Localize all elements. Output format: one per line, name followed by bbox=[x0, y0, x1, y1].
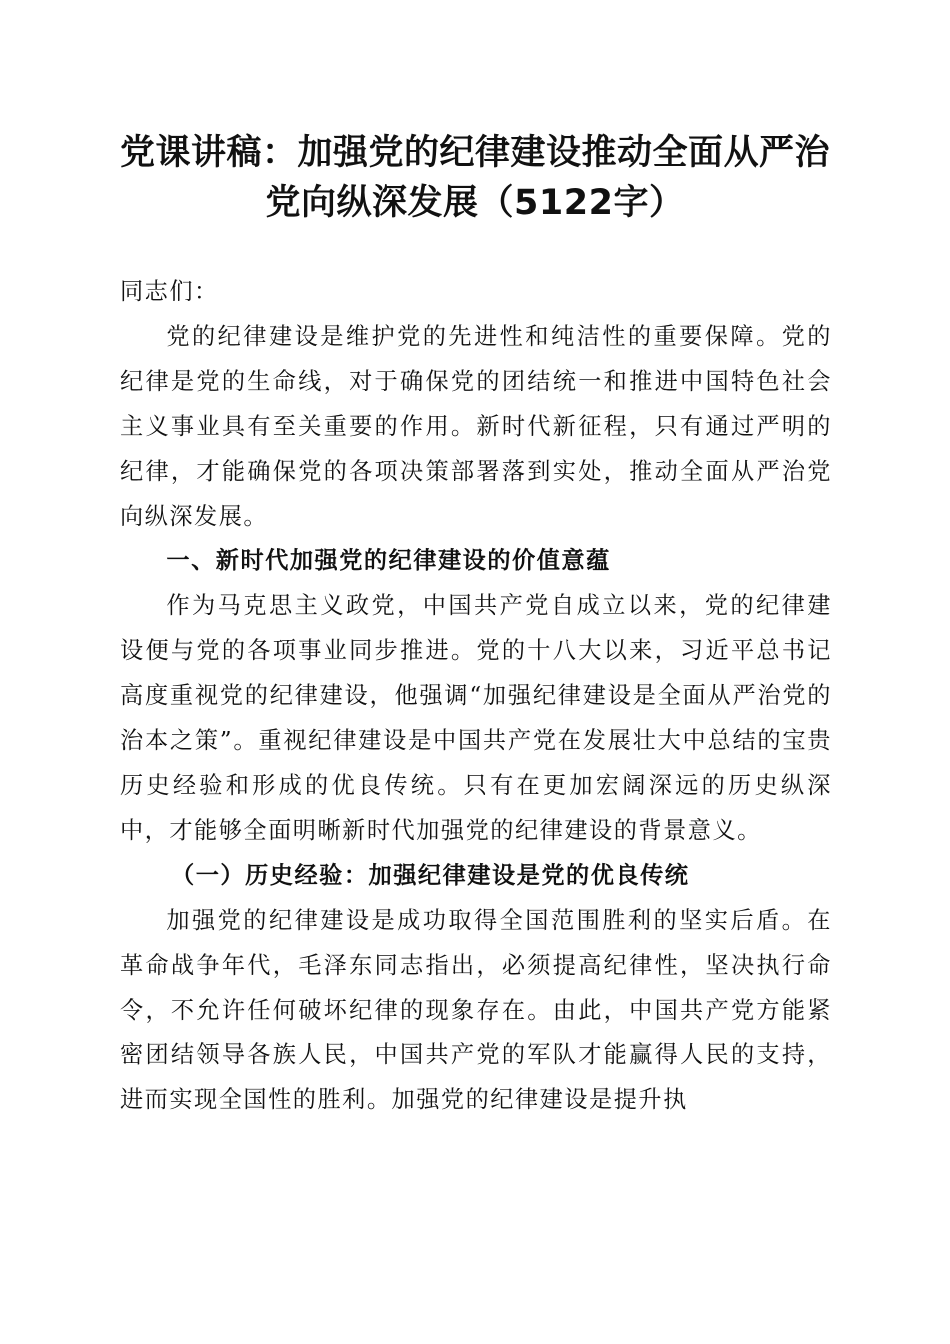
document-body bbox=[120, 270, 832, 1123]
salutation: 同志们： bbox=[120, 278, 219, 305]
subsection-heading-1: （一）历史经验：加强纪律建设是党的优良传统 bbox=[171, 861, 690, 889]
subsection-1-paragraph: 加强党的纪律建设是成功取得全国范围胜利的坚实后盾。在革命战争年代，毛泽东同志指出，必须提高纪律性，坚决执行命令，不允许任何破坏纪律的现象存在。由此，中国共产党方能紧密团结领导各族人民，中国共产党的军队才能赢得人民的支持，进而实现全国性的胜利。加强党的纪律建设是提升执 bbox=[120, 906, 832, 1114]
document-title bbox=[100, 128, 850, 228]
title-line-1: 党课讲稿：加强党的纪律建设推动全面从严治 bbox=[119, 133, 830, 173]
section-1-paragraph: 作为马克思主义政党，中国共产党自成立以来，党的纪律建设便与党的各项事业同步推进。党的十八大以来，习近平总书记高度重视党的纪律建设，他强调“加强纪律建设是全面从严治党的治本之策”。重视纪律建设是中国共产党在发展壮大中总结的宝贵历史经验和形成的优良传统。只有在更加宏阔深远的历史纵深中，才能够全面明晰新时代加强党的纪律建设的背景意义。 bbox=[120, 592, 832, 844]
intro-paragraph: 党的纪律建设是维护党的先进性和纯洁性的重要保障。党的纪律是党的生命线，对于确保党的团结统一和推进中国特色社会主义事业具有至关重要的作用。新时代新征程，只有通过严明的纪律，才能确保党的各项决策部署落到实处，推动全面从严治党向纵深发展。 bbox=[120, 322, 832, 530]
section-heading-1: 一、新时代加强党的纪律建设的价值意蕴 bbox=[166, 547, 611, 575]
title-line-2: 党向纵深发展（5122字） bbox=[265, 183, 685, 223]
